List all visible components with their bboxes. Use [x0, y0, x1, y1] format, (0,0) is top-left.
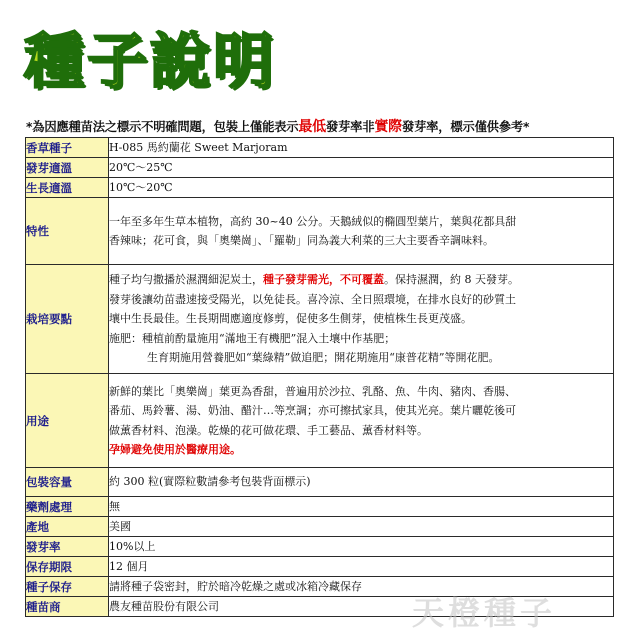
notice-highlight-lowest: 最低: [298, 119, 326, 135]
label-growth-temp: 生長適溫: [26, 178, 109, 198]
label-herb-seed: 香草種子: [26, 138, 109, 158]
table-row: [26, 597, 614, 617]
label-chemical-treatment: 藥劑處理: [26, 497, 109, 517]
label-germination-rate: 發芽率: [26, 537, 109, 557]
table-row: [26, 178, 614, 198]
value-germination-temp: 20℃～25℃: [109, 158, 614, 178]
label-seed-storage: 種子保存: [26, 577, 109, 597]
traits-line: 香辣味；花可食，與「奧樂崗」、「羅勒」同為義大利菜的三大主要香辛調味料。: [109, 234, 494, 247]
cultivation-line: 壤中生長最佳。生長期間應適度修剪，促使多生側芽，使植株生長更茂盛。: [109, 312, 472, 326]
table-row: [26, 497, 614, 517]
value-supplier: 農友種苗股份有限公司: [109, 597, 614, 617]
page-title: 種子說明: [24, 27, 276, 97]
cultivation-line: 生育期施用營養肥如“葉綠精”做追肥；開花期施用“康普花精”等開花肥。: [147, 351, 500, 365]
table-row: [26, 158, 614, 178]
cultivation-text: 。保持濕潤，約 8 天發芽。: [384, 273, 519, 287]
label-package-content: 包裝容量: [26, 468, 109, 497]
cultivation-text: 種子均勻撒播於濕潤細泥炭土，: [109, 273, 263, 287]
value-cultivation: [109, 265, 614, 374]
label-germination-temp: 發芽適溫: [26, 158, 109, 178]
store-watermark: 天橙種子: [412, 594, 557, 632]
value-chemical-treatment: 無: [109, 497, 614, 517]
value-growth-temp: 10℃～20℃: [109, 178, 614, 198]
seed-spec-table: [25, 137, 614, 617]
notice-text-1: *為因應種苗法之標示不明確問題，包裝上僅能表示: [26, 120, 299, 134]
notice-text-2: 發芽率非: [325, 120, 375, 134]
notice-text-3: 發芽率，標示僅供參考*: [401, 120, 530, 134]
cultivation-line: [109, 270, 613, 290]
label-origin: 產地: [26, 517, 109, 537]
label-shelf-life: 保存期限: [26, 557, 109, 577]
label-usage: 用途: [26, 374, 109, 468]
table-row: [26, 374, 614, 468]
table-row: [26, 557, 614, 577]
table-row: [26, 265, 614, 374]
label-traits: 特性: [26, 198, 109, 265]
cultivation-light-warning: 種子發芽需光，不可覆蓋: [263, 273, 384, 287]
value-shelf-life: 12 個月: [109, 557, 614, 577]
value-germination-rate: 10%以上: [109, 537, 614, 557]
value-package-content: 約 300 粒(實際粒數請參考包裝背面標示): [109, 468, 614, 497]
table-row: [26, 468, 614, 497]
table-row: [26, 517, 614, 537]
label-supplier: 種苗商: [26, 597, 109, 617]
usage-line: 做薰香材料、泡澡。乾燥的花可做花環、手工藝品、薰香材料等。: [109, 423, 428, 437]
cultivation-line: 發芽後讓幼苗盡速接受陽光，以免徒長。喜冷涼、全日照環境，在排水良好的砂質土: [109, 292, 516, 306]
value-usage: [109, 374, 614, 468]
value-traits: [109, 198, 614, 265]
usage-warning: 孕婦避免使用於醫療用途。: [109, 443, 241, 456]
table-row: [26, 577, 614, 597]
table-row: [26, 138, 614, 158]
table-row: [26, 198, 614, 265]
traits-line: 一年至多年生草本植物，高約 30~40 公分。天鵝絨似的橢圓型葉片，葉與花都具甜: [109, 214, 517, 228]
usage-line: 新鮮的葉比「奧樂崗」葉更為香甜，普遍用於沙拉、乳酪、魚、牛肉、豬肉、香腸、: [109, 384, 516, 398]
cultivation-line: 施肥：種植前酌量施用“滿地王有機肥”混入土壤中作基肥；: [109, 331, 396, 345]
value-product-name: H-085 馬約蘭花 Sweet Marjoram: [109, 138, 614, 158]
disclaimer-notice: [26, 116, 626, 136]
notice-highlight-actual: 實際: [374, 119, 402, 135]
value-seed-storage: 請將種子袋密封，貯於暗冷乾燥之處或冰箱冷藏保存: [109, 577, 614, 597]
table-row: [26, 537, 614, 557]
usage-line: 番茄、馬鈴薯、湯、奶油、醋汁…等烹調；亦可擦拭家具，使其光亮。葉片曬乾後可: [109, 404, 516, 417]
label-cultivation: 栽培要點: [26, 265, 109, 374]
value-origin: 美國: [109, 517, 614, 537]
